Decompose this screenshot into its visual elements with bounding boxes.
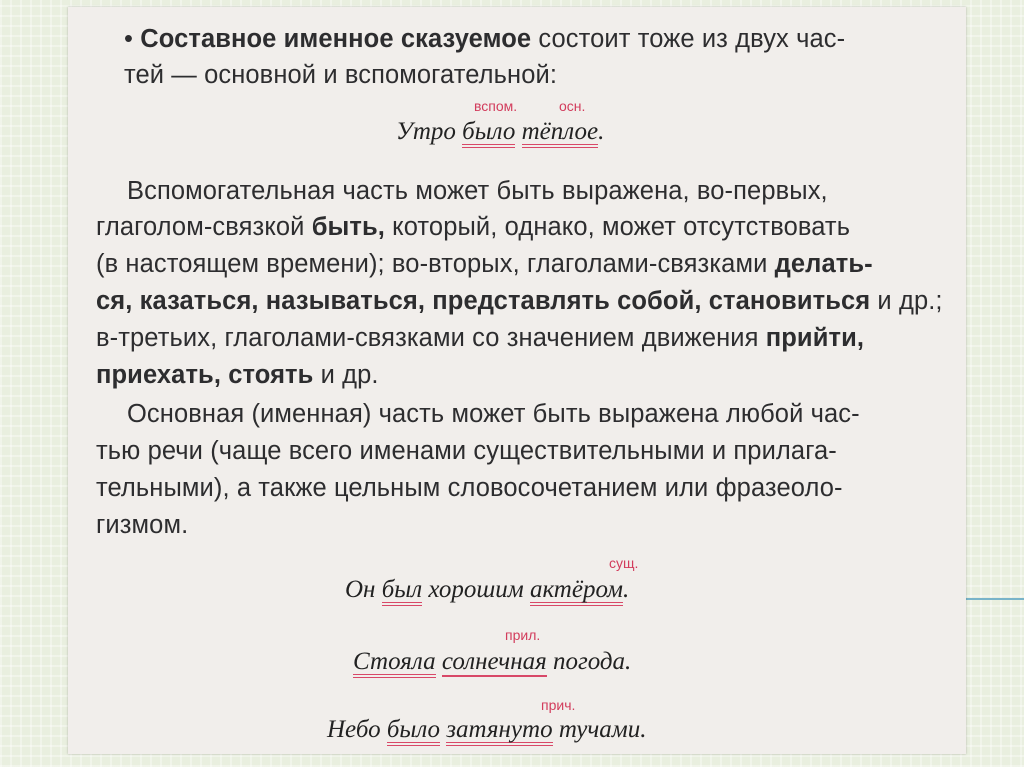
slide-decoration-line: [966, 598, 1024, 600]
example-4-object: тучами: [552, 716, 641, 743]
example-4-predicate-aux: было: [387, 718, 440, 746]
paragraph-2-line-4: [96, 287, 943, 316]
bullet: •: [124, 25, 134, 53]
label-adjective: прил.: [505, 627, 541, 643]
label-auxiliary: вспом.: [474, 98, 518, 114]
p2-l2-a: глаголом-связкой: [96, 213, 312, 241]
example-3-predicate: Стояла: [353, 650, 436, 678]
example-3-subject: погода: [546, 648, 626, 675]
paragraph-3-line-2: тью речи (чаще всего именами существительными и прилага-: [96, 437, 837, 465]
example-2-predicate-aux: был: [382, 578, 422, 606]
label-main: осн.: [559, 98, 586, 114]
p2-l3-b: делать-: [774, 250, 873, 278]
example-1-predicate-aux: было: [462, 120, 515, 148]
paragraph-1-line-2: тей — основной и вспомогательной:: [124, 61, 558, 89]
p2-l5-a: в-третьих, глаголами-связками со значением движения: [96, 324, 766, 352]
paragraph-2-line-3: [96, 250, 873, 279]
p2-l2-c: который, однако, может отсутствовать: [384, 213, 851, 241]
paragraph-2-line-5: [96, 324, 864, 353]
example-2-predicate-main: актёром: [530, 578, 623, 606]
example-1-period: .: [598, 118, 605, 145]
textbook-page: [68, 7, 966, 754]
paragraph-1-line-1: [124, 25, 845, 54]
paragraph-2-line-6: [96, 361, 379, 390]
paragraph-2-line-1: Вспомогательная часть может быть выражена, во-первых,: [127, 177, 828, 205]
example-1-predicate-main: тёплое: [522, 120, 598, 148]
example-1-word-1: Утро: [396, 118, 456, 145]
p2-l6-b: и др.: [313, 361, 379, 389]
example-1: [396, 118, 604, 148]
paragraph-3-line-1: Основная (именная) часть может быть выражена любой час-: [127, 400, 860, 428]
p2-l4-b: и др.;: [870, 287, 943, 315]
paragraph-3-line-4: гизмом.: [96, 511, 189, 539]
example-2-period: .: [622, 576, 630, 603]
paragraph-1-line-1-rest: состоит тоже из двух час-: [531, 25, 846, 53]
example-3: [353, 648, 631, 678]
paragraph-3-line-3: тельными), а также цельным словосочетанием или фразеоло-: [96, 474, 843, 502]
example-2: [345, 576, 629, 606]
example-4: [327, 716, 647, 746]
p2-l2-b: быть,: [311, 213, 385, 241]
example-2-attribute: хорошим: [422, 576, 530, 603]
p2-l6-a: приехать, стоять: [96, 361, 314, 389]
example-4-period: .: [640, 716, 647, 743]
term-compound-nominal-predicate: Составное именное сказуемое: [140, 25, 532, 53]
example-4-subject: Небо: [327, 716, 387, 743]
example-2-subject: Он: [345, 576, 382, 603]
p2-l3-a: (в настоящем времени); во-вторых, глаголами-связками: [96, 250, 775, 278]
p2-l4-a: ся, казаться, называться, представлять собой, становиться: [96, 287, 871, 315]
example-4-predicate-main: затянуто: [446, 718, 552, 746]
p2-l5-b: прийти,: [765, 324, 865, 352]
label-noun: сущ.: [609, 555, 639, 571]
example-3-attribute: солнечная: [441, 648, 547, 675]
paragraph-2-line-2: [96, 213, 850, 242]
label-participle: прич.: [541, 697, 576, 713]
example-3-period: .: [625, 648, 632, 675]
